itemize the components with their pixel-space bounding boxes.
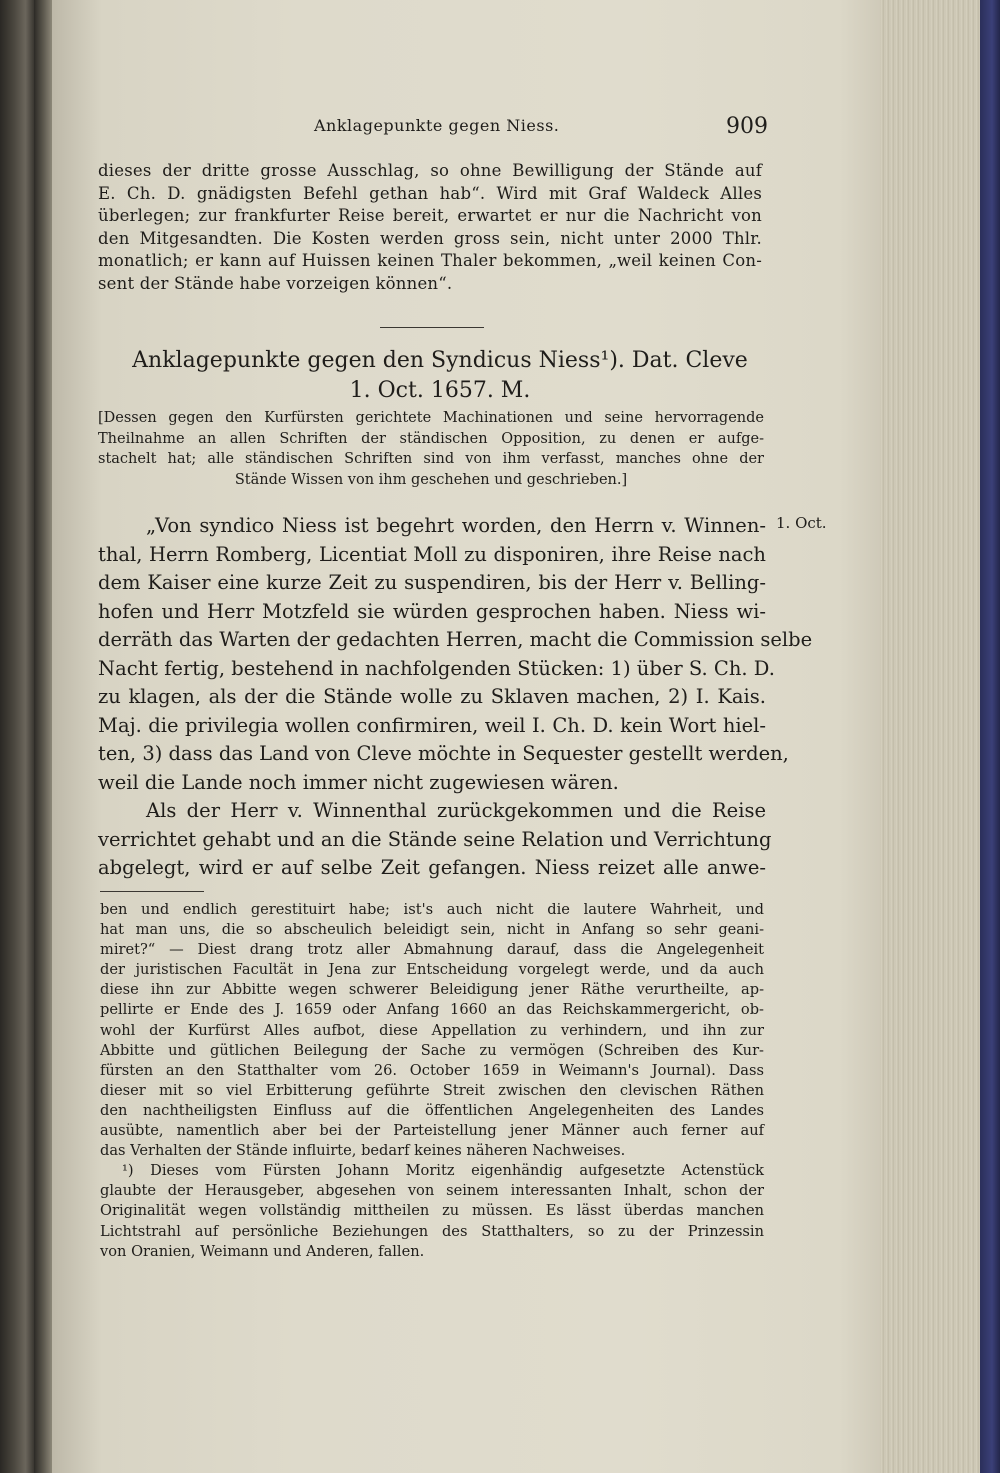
text-line: dem Kaiser eine kurze Zeit zu suspendiren, bis der Herr v. Belling-: [98, 571, 766, 594]
footnote-line: das Verhalten der Stände influirte, bedarf keines näheren Nachweises.: [100, 1142, 626, 1160]
running-head: Anklagepunkte gegen Niess.: [314, 116, 560, 135]
heading-line: 1. Oct. 1657. M.: [349, 378, 531, 403]
section-heading: [110, 346, 770, 406]
book-gutter: [34, 0, 52, 1473]
page-number: 909: [726, 114, 768, 139]
text-line: Maj. die privilegia wollen confirmiren, weil I. Ch. D. kein Wort hiel-: [98, 713, 766, 737]
text-line: monatlich; er kann auf Huissen keinen Thaler bekommen, „weil keinen Con-: [98, 251, 762, 271]
text-line: Theilnahme an allen Schriften der ständischen Opposition, zu denen er aufge-: [98, 430, 764, 447]
text-line: stachelt hat; alle ständischen Schriften sind von ihm verfasst, manches ohne der: [98, 451, 764, 467]
footnote-line: diese ihn zur Abbitte wegen schwerer Beleidigung jener Räthe verurtheilte, ap-: [100, 981, 764, 999]
book-cover-edge: [980, 0, 1000, 1473]
footnote-line: wohl der Kurfürst Alles aufbot, diese Appellation zu verhindern, und ihn zur: [100, 1021, 764, 1039]
footnotes: [100, 900, 764, 1262]
footnote-line: Originalität wegen vollständig mittheilen zu müssen. Es lässt überdas manchen: [100, 1202, 764, 1220]
page-edges: [880, 0, 980, 1473]
footnote-line: ausübte, namentlich aber bei der Parteistellung jener Männer auch ferner auf: [100, 1122, 764, 1140]
text-line: [Dessen gegen den Kurfürsten gerichtete Machinationen und seine hervorragende: [98, 410, 764, 426]
footnote-line: fürsten an den Statthalter vom 26. October 1659 in Weimann's Journal). Dass: [100, 1061, 764, 1079]
heading-line: Anklagepunkte gegen den Syndicus Niess¹). Dat. Cleve: [132, 348, 748, 373]
text-line: Als der Herr v. Winnenthal zurückgekommen und die Reise: [146, 799, 766, 822]
text-line: „Von syndico Niess ist begehrt worden, den Herrn v. Winnen-: [146, 514, 766, 537]
text-line: zu klagen, als der die Stände wolle zu Sklaven machen, 2) I. Kais.: [98, 685, 766, 708]
footnote-line: von Oranien, Weimann und Anderen, fallen.: [100, 1242, 425, 1260]
footnote-line: der juristischen Facultät in Jena zur Entscheidung vorgelegt werde, und da auch: [100, 961, 764, 979]
footnote-line: den nachtheiligsten Einfluss auf die öffentlichen Angelegenheiten des Landes: [100, 1101, 764, 1119]
footnote-line: miret?“ — Diest drang trotz aller Abmahnung darauf, dass die Angelegenheit: [100, 941, 764, 959]
text-line: überlegen; zur frankfurter Reise bereit, erwartet er nur die Nachricht von: [98, 206, 762, 226]
footnote-line: Abbitte und gütlichen Beilegung der Sache zu vermögen (Schreiben des Kur-: [100, 1041, 764, 1059]
footnote-line: ben und endlich gerestituirt habe; ist's auch nicht die lautere Wahrheit, und: [100, 901, 764, 918]
text-line: Stände Wissen von ihm geschehen und geschrieben.]: [234, 471, 628, 488]
section-divider: [380, 327, 484, 328]
text-line: dieses der dritte grosse Ausschlag, so ohne Bewilligung der Stände auf: [98, 161, 762, 180]
text-line: ten, 3) dass das Land von Cleve möchte in Sequester gestellt werden,: [98, 742, 789, 765]
footnote-line: hat man uns, die so abscheulich beleidigt sein, nicht in Anfang so sehr geani-: [100, 921, 764, 939]
text-line: thal, Herrn Romberg, Licentiat Moll zu disponiren, ihre Reise nach: [98, 542, 766, 566]
text-line: derräth das Warten der gedachten Herren, macht die Commission selbe: [98, 628, 813, 651]
footnote-line: ¹) Dieses vom Fürsten Johann Moritz eigenhändig aufgesetzte Actenstück: [122, 1162, 764, 1180]
text-line: den Mitgesandten. Die Kosten werden gross sein, nicht unter 2000 Thlr.: [98, 228, 762, 248]
facing-page-edge: [0, 0, 34, 1473]
text-line: sent der Stände habe vorzeigen können“.: [98, 273, 453, 293]
editorial-note: [98, 408, 764, 490]
text-line: verrichtet gehabt und an die Stände seine Relation und Verrichtung: [98, 827, 772, 851]
text-line: weil die Lande noch immer nicht zugewiesen wären.: [98, 770, 619, 794]
text-line: Nacht fertig, bestehend in nachfolgenden Stücken: 1) über S. Ch. D.: [98, 656, 775, 680]
footnote-line: glaubte der Herausgeber, abgesehen von seinem interessanten Inhalt, schon der: [100, 1182, 764, 1200]
margin-date: 1. Oct.: [776, 514, 827, 532]
footnote-divider: [100, 891, 204, 892]
footnote-line: dieser mit so viel Erbitterung geführte Streit zwischen den clevischen Räthen: [100, 1081, 764, 1099]
text-line: E. Ch. D. gnädigsten Befehl gethan hab“. Wird mit Graf Waldeck Alles: [98, 183, 762, 203]
continuation-paragraph: [98, 160, 762, 296]
text-line: abgelegt, wird er auf selbe Zeit gefangen. Niess reizet alle anwe-: [98, 856, 766, 879]
footnote-line: pellirte er Ende des J. 1659 oder Anfang 1660 an das Reichskammergericht, ob-: [100, 1001, 764, 1019]
footnote-line: Lichtstrahl auf persönliche Beziehungen des Statthalters, so zu der Prinzessin: [100, 1222, 764, 1240]
text-line: hofen und Herr Motzfeld sie würden gesprochen haben. Niess wi-: [98, 599, 766, 623]
